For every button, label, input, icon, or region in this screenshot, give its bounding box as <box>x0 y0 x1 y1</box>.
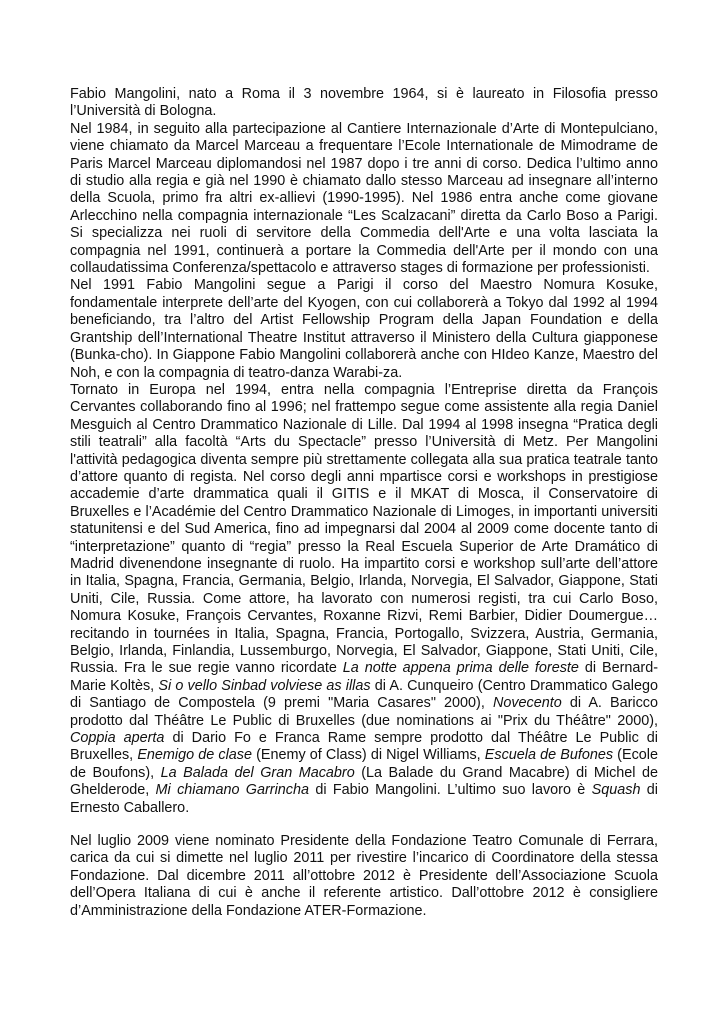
work-title: Novecento <box>492 695 562 712</box>
paragraph-europe-career <box>70 382 658 817</box>
work-detail: di Bernard-Marie Koltès, <box>70 660 658 694</box>
work-title: Mi chiamano Garrincha <box>155 782 309 799</box>
paragraph-ferrara: Nel luglio 2009 viene nominato Presidente della Fondazione Teatro Comunale di Ferrara, carica da cui si dimette nel luglio 2011 per rivestire l’incarico di Coordinatore della stessa Fondazione. Dal dicembre 2011 all’ottobre 2012 è Presidente dell’Associazione Scuola dell’Opera Italiana di cui è anche il referente artistico. Dall’ottobre 2012 è consigliere d’Amministrazione della Fondazione ATER-Formazione. <box>70 833 658 919</box>
work-title: Squash <box>591 782 641 799</box>
work-detail: (La Balade du Grand Macabre) di Michel de Ghelderode, <box>70 764 658 799</box>
document-page <box>70 86 658 920</box>
work-title: Coppia aperta <box>70 730 165 747</box>
career-text: Tornato in Europa nel 1994, entra nella compagnia l’Entreprise diretta da François Cervantes collaborando fino al 1996; nel frattempo segue come assistente alla regia Daniel Mesguich al Centro Drammatico Nazionale di Lille. Dal 1994 al 1998 insegna “Pratica degli stili teatrali” alla facoltà “Arts du Spectacle” presso l’Università di Metz. Per Mangolini l'attività pedagogica diventa sempre più strettamente collegata alla sua pratica teatrale tanto d’attore quanto di regista. Nel corso degli anni mpartisce corsi e workshops in prestigiose accademie d’arte drammatica quali il GITIS e il MKAT di Mosca, il Conservatoire di Bruxelles e l’Académie del Centro Drammatico Nazionale di Limoges, in importanti universiti statunitensi e del Sud America, fino ad impegnarsi dal 2004 al 2009 come docente tanto di “interpretazione” quanto di “regia” presso la Real Escuela Superior de Arte Dramático di Madrid divenendone insegnante di ruolo. Ha impartito corsi e workshop sull’arte dell’attore in Italia, Spagna, Francia, Germania, Belgio, Irlanda, Norvegia, El Salvador, Giappone, Stati Uniti, Cile, Russia. Come attore, ha lavorato con numerosi registi, tra cui Carlo Boso, Nomura Kosuke, François Cervantes, Roxanne Rizvi, Remi Barbier, Didier Doumergue… recitando in tournées in Italia, Spagna, Francia, Portogallo, Svizzera, Austria, Germania, Belgio, Irlanda, Finlandia, Lussemburgo, Norvegia, El Salvador, Giappone, Stati Uniti, Cile, Russia. Fra le sue regie vanno ricordate <box>70 381 658 677</box>
work-title: Escuela de Bufones <box>484 747 614 764</box>
paragraph-marceau-commedia: Nel 1984, in seguito alla partecipazione al Cantiere Internazionale d’Arte di Montepulciano, viene chiamato da Marcel Marceau a frequentare l’Ecole Internationale de Mimodrame de Paris Marcel Marceau diplomandosi nel 1987 dopo i tre anni di corso. Dedica l’ultimo anno di studio alla regia e già nel 1990 è chiamato dallo stesso Marceau ad insegnare all’interno della Scuola, primo fra altri ex-allievi (1990-1995). Nel 1986 entra anche come giovane Arlecchino nella compagnia internazionale “Les Scalzacani” diretta da Carlo Boso a Parigi. Si specializza nei ruoli di servitore della Commedia dell'Arte e una volta lasciata la compagnia nel 1991, continuerà a portare la Commedia dell'Arte per il mondo con una collaudatissima Conferenza/spettacolo e attraverso stages di formazione per professionisti. <box>70 120 658 277</box>
work-title: La Balada del Gran Macabro <box>160 764 355 781</box>
work-detail: (Enemy of Class) di Nigel Williams, <box>251 747 485 764</box>
work-detail: di A. Cunqueiro (Centro Drammatico Galego di Santiago de Compostela (9 premi "Maria Casares" 2000), <box>70 677 659 712</box>
work-title: Enemigo de clase <box>137 747 252 764</box>
work-detail: (Ecole de Boufons), <box>70 747 658 781</box>
biography-ferrara-block <box>70 833 658 920</box>
biography-main-block <box>70 86 658 817</box>
work-detail: di Ernesto Caballero. <box>70 782 659 816</box>
paragraph-japan: Nel 1991 Fabio Mangolini segue a Parigi il corso del Maestro Nomura Kosuke, fondamentale interprete dell’arte del Kyogen, con cui collaborerà a Tokyo dal 1992 al 1994 beneficiando, tra l’altro del Artist Fellowship Program della Japan Foundation e della Grantship dell’International Theatre Institut attraverso il Ministero della Cultura giapponese (Bunka-cho). In Giappone Fabio Mangolini collaborerà anche con HIdeo Kanze, Maestro del Noh, e con la compagnia di teatro-danza Warabi-za. <box>70 277 658 381</box>
work-title: La notte appena prima delle foreste <box>342 660 579 677</box>
work-title: Si o vello Sinbad volviese as illas <box>158 677 371 694</box>
paragraph-birth: Fabio Mangolini, nato a Roma il 3 novembre 1964, si è laureato in Filosofia presso l’Università di Bologna. <box>70 86 658 120</box>
work-detail: di Fabio Mangolini. L’ultimo suo lavoro è <box>308 782 592 799</box>
work-detail: di Dario Fo e Franca Rame sempre prodotto dal Théâtre Le Public di Bruxelles, <box>70 730 658 764</box>
work-detail: di A. Baricco prodotto dal Théâtre Le Public di Bruxelles (due nominations ai "Prix du Théâtre" 2000), <box>70 695 658 729</box>
